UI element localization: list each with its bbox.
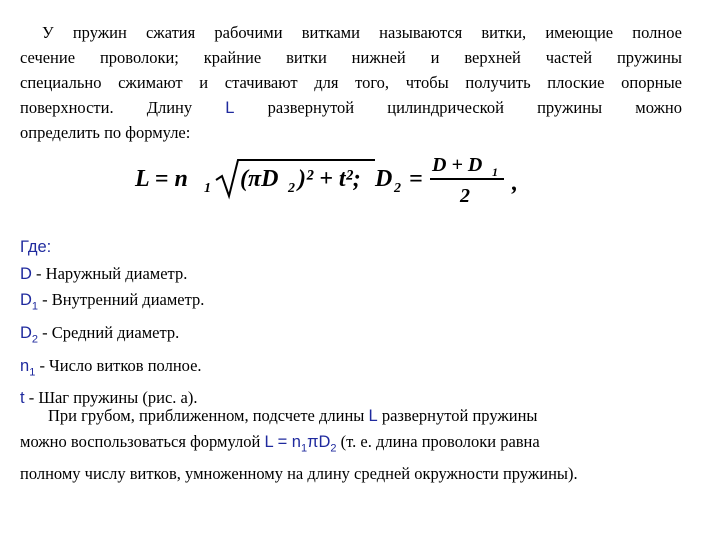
intro-line: сечение проволоки; крайние витки нижней и верхней частей пружины xyxy=(20,48,682,67)
definition-item xyxy=(20,320,204,353)
definition-item xyxy=(20,353,204,386)
definition-item xyxy=(20,261,204,288)
approx-text: развернутой пружины xyxy=(381,406,538,425)
definition-sub: 1 xyxy=(31,300,39,313)
intro-text: поверхности. Длину xyxy=(20,98,193,117)
definition-sub: 1 xyxy=(29,365,36,378)
definitions-list xyxy=(20,235,204,412)
definition-symbol: D xyxy=(20,291,32,309)
approx-formula xyxy=(264,433,337,455)
definition-text: - Средний диаметр. xyxy=(38,322,180,342)
intro-text: развернутой цилиндрической пружины можно xyxy=(267,98,683,117)
formula-denominator: 2 xyxy=(460,185,470,207)
intro-line: У пружин сжатия рабочими витками называются витки, имеющие полное xyxy=(42,23,682,42)
formula-radicand-rest: )² + t²; xyxy=(298,166,361,192)
symbol-L: L xyxy=(225,99,235,117)
formula-eq: = xyxy=(409,166,423,192)
definition-text: - Внутренний диаметр. xyxy=(38,290,205,309)
approx-line-3: полному числу витков, умноженному на длину средней окружности пружины). xyxy=(20,464,578,484)
formula-lhs: L = n xyxy=(135,166,188,192)
definition-sub: 2 xyxy=(31,333,39,346)
definition-text: - Шаг пружины (рис. а). xyxy=(24,388,198,408)
approx-formula-b: πD xyxy=(307,433,331,451)
definition-symbol: D xyxy=(20,323,32,342)
approx-text: (т. е. длина проволоки равна xyxy=(340,432,540,451)
symbol-L: L xyxy=(368,407,378,425)
definition-symbol: D xyxy=(20,264,32,283)
definition-item xyxy=(20,287,204,320)
definition-text: - Наружный диаметр. xyxy=(31,263,188,283)
approx-formula-a: L = n xyxy=(264,433,301,451)
approx-formula-sub1: 1 xyxy=(300,442,308,455)
formula-lhs-sub: 1 xyxy=(204,181,211,196)
definitions-heading: Где: xyxy=(20,238,52,256)
formula-radicand-sub: 2 xyxy=(288,181,295,196)
approximation-paragraph xyxy=(20,403,696,487)
formula-numerator-sub: 1 xyxy=(492,165,498,179)
definition-symbol: n xyxy=(20,356,30,375)
approx-text: можно воспользоваться формулой xyxy=(20,432,261,451)
formula-radicand: (πD xyxy=(240,166,279,192)
approx-line-2 xyxy=(20,429,696,461)
intro-line: определить по формуле: xyxy=(20,123,191,142)
definition-text: - Число витков полное. xyxy=(35,355,202,375)
spring-length-formula xyxy=(130,150,550,210)
formula-numerator: D + D xyxy=(432,154,483,176)
approx-line-1 xyxy=(20,403,696,429)
formula-comma: , xyxy=(512,170,518,196)
approx-text: При грубом, приближенном, подсчете длины xyxy=(48,406,365,425)
formula-d2-sub: 2 xyxy=(394,181,401,196)
intro-paragraph xyxy=(20,20,682,145)
definition-symbol: t xyxy=(20,389,25,408)
intro-line: специально сжимают и стачивают для того, чтобы получить плоские опорные xyxy=(20,73,682,92)
intro-line-4 xyxy=(20,95,682,120)
approx-formula-sub2: 2 xyxy=(330,442,337,455)
formula-d2: D xyxy=(375,166,393,192)
